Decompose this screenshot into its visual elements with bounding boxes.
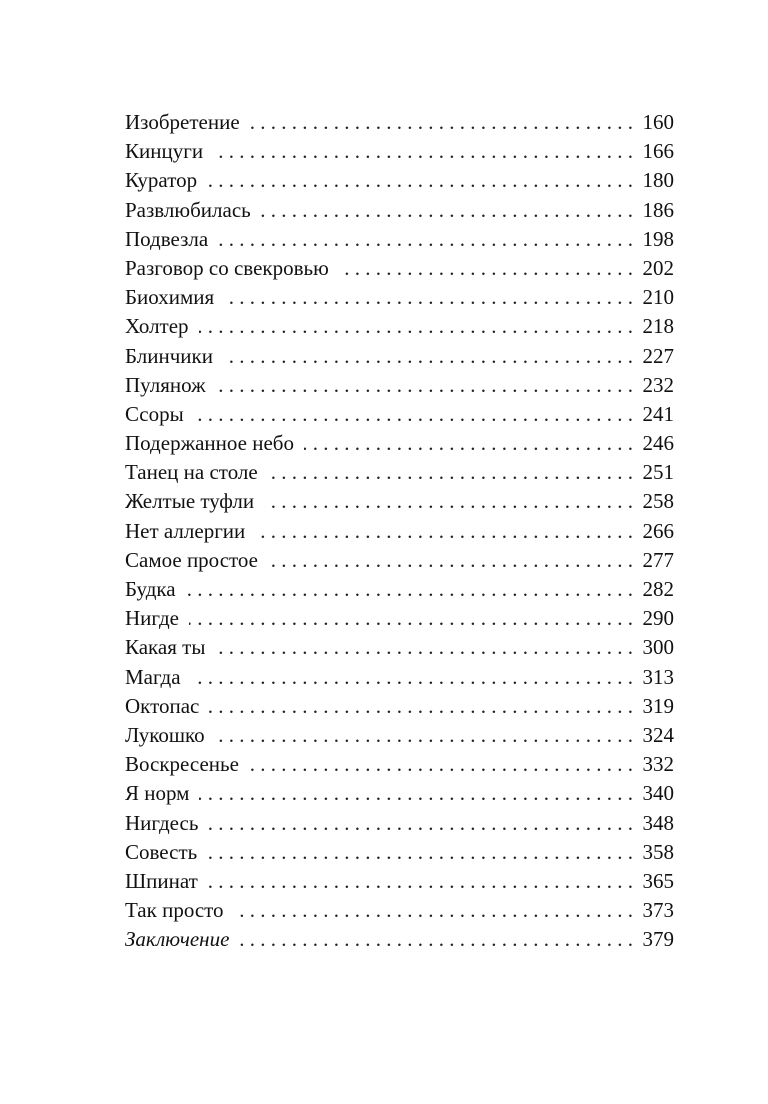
toc-entry-title: Холтер (125, 314, 189, 339)
toc-entry-page-number: 348 (642, 810, 674, 835)
toc-entry-page-number: 266 (642, 518, 674, 543)
toc-entry-page-number: 324 (642, 722, 674, 747)
toc-entry (125, 137, 674, 166)
toc-entry-title: Развлюбилась (125, 197, 251, 222)
toc-dot-leader (268, 546, 633, 575)
toc-entry-title: Биохимия (125, 285, 215, 310)
toc-entry-page-number: 198 (642, 226, 674, 251)
toc-entry-title: Так просто (125, 898, 224, 923)
toc-entry-title: Самое простое (125, 547, 259, 572)
toc-entry-title: Нет аллергии (125, 518, 246, 543)
toc-entry-page-number: 210 (642, 285, 674, 310)
toc-entry (125, 867, 674, 896)
toc-entry (125, 225, 674, 254)
toc-entry-page-number: 379 (642, 927, 674, 952)
toc-entry-page-number: 365 (642, 868, 674, 893)
toc-entry (125, 196, 674, 225)
toc-entry-page-number: 258 (642, 489, 674, 514)
toc-entry-title: Будка (125, 577, 176, 601)
toc-entry-title: Магда (125, 664, 181, 689)
toc-entry-page-number: 332 (642, 752, 674, 777)
toc-entry (125, 721, 674, 750)
toc-entry-page-number: 241 (642, 401, 674, 426)
toc-entry-page-number: 313 (642, 664, 674, 689)
toc-entry (125, 254, 674, 283)
toc-entry (125, 166, 674, 195)
toc-entry (125, 838, 674, 867)
toc-entry-title: Кинцуги (125, 139, 204, 164)
toc-entry-title: Ссоры (125, 401, 184, 426)
toc-entry-page-number: 340 (642, 781, 674, 806)
toc-entry-title: Какая ты (125, 635, 206, 660)
toc-entry (125, 779, 674, 808)
toc-dot-leader (209, 692, 633, 721)
toc-entry-title: Воскресенье (125, 752, 239, 777)
toc-entry-page-number: 277 (642, 547, 674, 572)
toc-entry-page-number: 186 (642, 197, 674, 222)
toc-dot-leader (207, 838, 633, 867)
toc-entry-page-number: 290 (642, 606, 674, 631)
toc-entry-title: Октопас (125, 693, 200, 718)
toc-dot-leader (213, 137, 633, 166)
toc-entry-title: Лукошко (125, 722, 205, 747)
toc-entry (125, 633, 674, 662)
toc-dot-leader (224, 283, 633, 312)
toc-entry-title: Блинчики (125, 343, 213, 368)
toc-entry-title: Нигде (125, 606, 179, 631)
toc-entry-title: Изобретение (125, 110, 240, 134)
toc-entry-page-number: 232 (642, 372, 674, 397)
toc-entry (125, 517, 674, 546)
toc-entry-page-number: 227 (642, 343, 674, 368)
toc-dot-leader (268, 458, 633, 487)
toc-dot-leader (304, 429, 633, 458)
toc-dot-leader (189, 604, 633, 633)
toc-entry-page-number: 202 (642, 255, 674, 280)
toc-entry (125, 342, 674, 371)
toc-dot-leader (261, 196, 633, 225)
toc-entry (125, 663, 674, 692)
toc-dot-leader (199, 779, 633, 808)
toc-entry-title: Танец на столе (125, 460, 258, 485)
toc-entry-page-number: 358 (642, 839, 674, 864)
toc-entry (125, 312, 674, 341)
toc-entry (125, 400, 674, 429)
toc-entry (125, 750, 674, 779)
toc-entry (125, 604, 674, 633)
toc-entry-title: Я норм (125, 781, 190, 806)
toc-entry-title: Разговор со свекровью (125, 255, 329, 280)
toc-entry-page-number: 319 (642, 693, 674, 718)
toc-dot-leader (194, 400, 633, 429)
toc-entry (125, 546, 674, 575)
toc-entry-title: Нигдесь (125, 810, 199, 835)
toc-dot-leader (339, 254, 633, 283)
toc-entry-page-number: 166 (642, 139, 674, 164)
toc-entry-title: Заключение (125, 927, 230, 952)
toc-dot-leader (249, 750, 633, 779)
toc-dot-leader (264, 487, 633, 516)
toc-dot-leader (199, 312, 633, 341)
toc-entry-title: Подержанное небо (125, 431, 294, 456)
table-of-contents (125, 108, 674, 954)
toc-dot-leader (186, 575, 633, 604)
toc-entry-page-number: 246 (642, 431, 674, 456)
toc-dot-leader (239, 925, 633, 954)
toc-dot-leader (215, 633, 633, 662)
toc-entry (125, 108, 674, 137)
toc-entry-page-number: 218 (642, 314, 674, 339)
toc-entry-title: Шпинат (125, 868, 198, 893)
toc-dot-leader (218, 225, 633, 254)
toc-entry-page-number: 251 (642, 460, 674, 485)
toc-entry (125, 458, 674, 487)
toc-entry (125, 371, 674, 400)
toc-dot-leader (255, 517, 633, 546)
toc-entry-title: Совесть (125, 839, 198, 864)
toc-entry (125, 575, 674, 604)
toc-dot-leader (215, 721, 633, 750)
toc-entry (125, 896, 674, 925)
toc-entry-page-number: 300 (642, 635, 674, 660)
toc-entry-title: Подвезла (125, 226, 209, 251)
toc-entry (125, 809, 674, 838)
toc-entry-title: Желтые туфли (125, 489, 255, 514)
toc-entry (125, 487, 674, 516)
toc-entry (125, 429, 674, 458)
toc-entry (125, 925, 674, 954)
toc-entry-page-number: 160 (642, 110, 674, 134)
toc-dot-leader (223, 342, 633, 371)
toc-entry (125, 283, 674, 312)
toc-dot-leader (208, 809, 633, 838)
toc-dot-leader (207, 166, 633, 195)
toc-entry-page-number: 180 (642, 168, 674, 193)
toc-dot-leader (208, 867, 633, 896)
toc-dot-leader (216, 371, 633, 400)
toc-entry-title: Пулянож (125, 372, 206, 397)
toc-entry-page-number: 373 (642, 898, 674, 923)
toc-dot-leader (191, 663, 633, 692)
toc-entry-page-number: 282 (642, 577, 674, 601)
toc-dot-leader (250, 108, 633, 137)
toc-entry-title: Куратор (125, 168, 198, 193)
toc-dot-leader (234, 896, 633, 925)
toc-entry (125, 692, 674, 721)
